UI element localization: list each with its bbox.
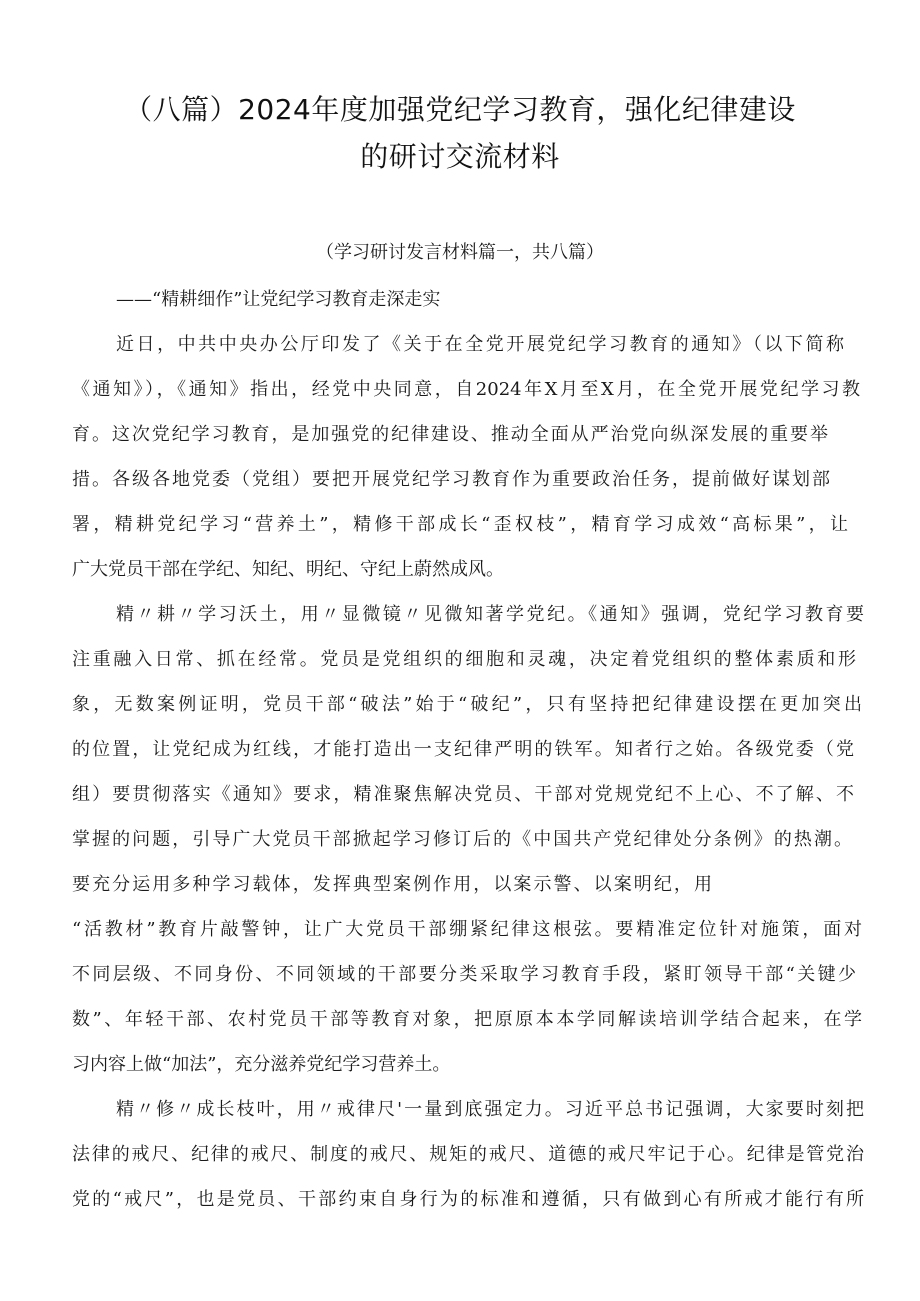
body-line: 要充分运用多种学习载体，发挥典型案例作用，以案示警、以案明纪，用 bbox=[72, 874, 712, 895]
body-line: “活教材”教育片敲警钟，让广大党员干部绷紧纪律这根弦。要精准定位针对施策，面对 bbox=[72, 919, 862, 940]
body-line: 党的“戒尺”，也是党员、干部约束自身行为的标准和遵循，只有做到心有所戒才能行有所 bbox=[72, 1189, 864, 1210]
document-subtitle: （学习研讨发言材料篇一，共八篇） bbox=[316, 242, 604, 263]
body-line: 习内容上做“加法”，充分滋养党纪学习营养土。 bbox=[72, 1054, 451, 1075]
body-line: 掌握的问题，引导广大党员干部掀起学习修订后的《中国共产党纪律处分条例》的热潮。 bbox=[72, 829, 852, 850]
body-line: 近日，中共中央办公厅印发了《关于在全党开展党纪学习教育的通知》（以下简称 bbox=[116, 334, 844, 355]
body-line: 数”、年轻干部、农村党员干部等教育对象，把原原本本学同解读培训学结合起来，在学 bbox=[72, 1009, 862, 1030]
body-line: 《通知》），《通知》指出，经党中央同意，自2024年X月至X月，在全党开展党纪学习教 bbox=[72, 379, 860, 400]
body-line: 的位置，让党纪成为红线，才能打造出一支纪律严明的铁军。知者行之始。各级党委（党 bbox=[72, 739, 854, 760]
body-line: 育。这次党纪学习教育，是加强党的纪律建设、推动全面从严治党向纵深发展的重要举 bbox=[72, 424, 828, 445]
body-line: 象，无数案例证明，党员干部“破法”始于“破纪”，只有坚持把纪律建设摆在更加突出 bbox=[72, 694, 862, 715]
body-line: 措。各级各地党委（党组）要把开展党纪学习教育作为重要政治任务，提前做好谋划部 bbox=[72, 469, 830, 490]
body-line: 不同层级、不同身份、不同领域的干部要分类采取学习教育手段，紧盯领导干部“关键少 bbox=[72, 964, 856, 985]
document-title-line-2: 的研讨交流材料 bbox=[360, 140, 560, 173]
body-line: 广大党员干部在学纪、知纪、明纪、守纪上蔚然成风。 bbox=[72, 559, 504, 580]
body-line: 精〃耕〃学习沃土，用〃显微镜〃见微知著学党纪。《通知》强调，党纪学习教育要 bbox=[116, 604, 864, 625]
body-line: 法律的戒尺、纪律的戒尺、制度的戒尺、规矩的戒尺、道德的戒尺牢记于心。纪律是管党治 bbox=[72, 1144, 864, 1165]
body-line: 组）要贯彻落实《通知》要求，精准聚焦解决党员、干部对党规党纪不上心、不了解、不 bbox=[72, 784, 854, 805]
body-line: 署，精耕党纪学习“营养土”，精修干部成长“歪权枝”，精育学习成效“高标果”，让 bbox=[72, 514, 848, 535]
document-subheading: ——“精耕细作”让党纪学习教育走深走实 bbox=[116, 289, 441, 310]
body-line: 精〃修〃成长枝叶，用〃戒律尺'一量到底强定力。习近平总书记强调，大家要时刻把 bbox=[116, 1099, 864, 1120]
body-line: 注重融入日常、抓在经常。党员是党组织的细胞和灵魂，决定着党组织的整体素质和形 bbox=[72, 649, 856, 670]
document-title-line-1: （八篇）2024年度加强党纪学习教育，强化纪律建设 bbox=[124, 93, 796, 126]
